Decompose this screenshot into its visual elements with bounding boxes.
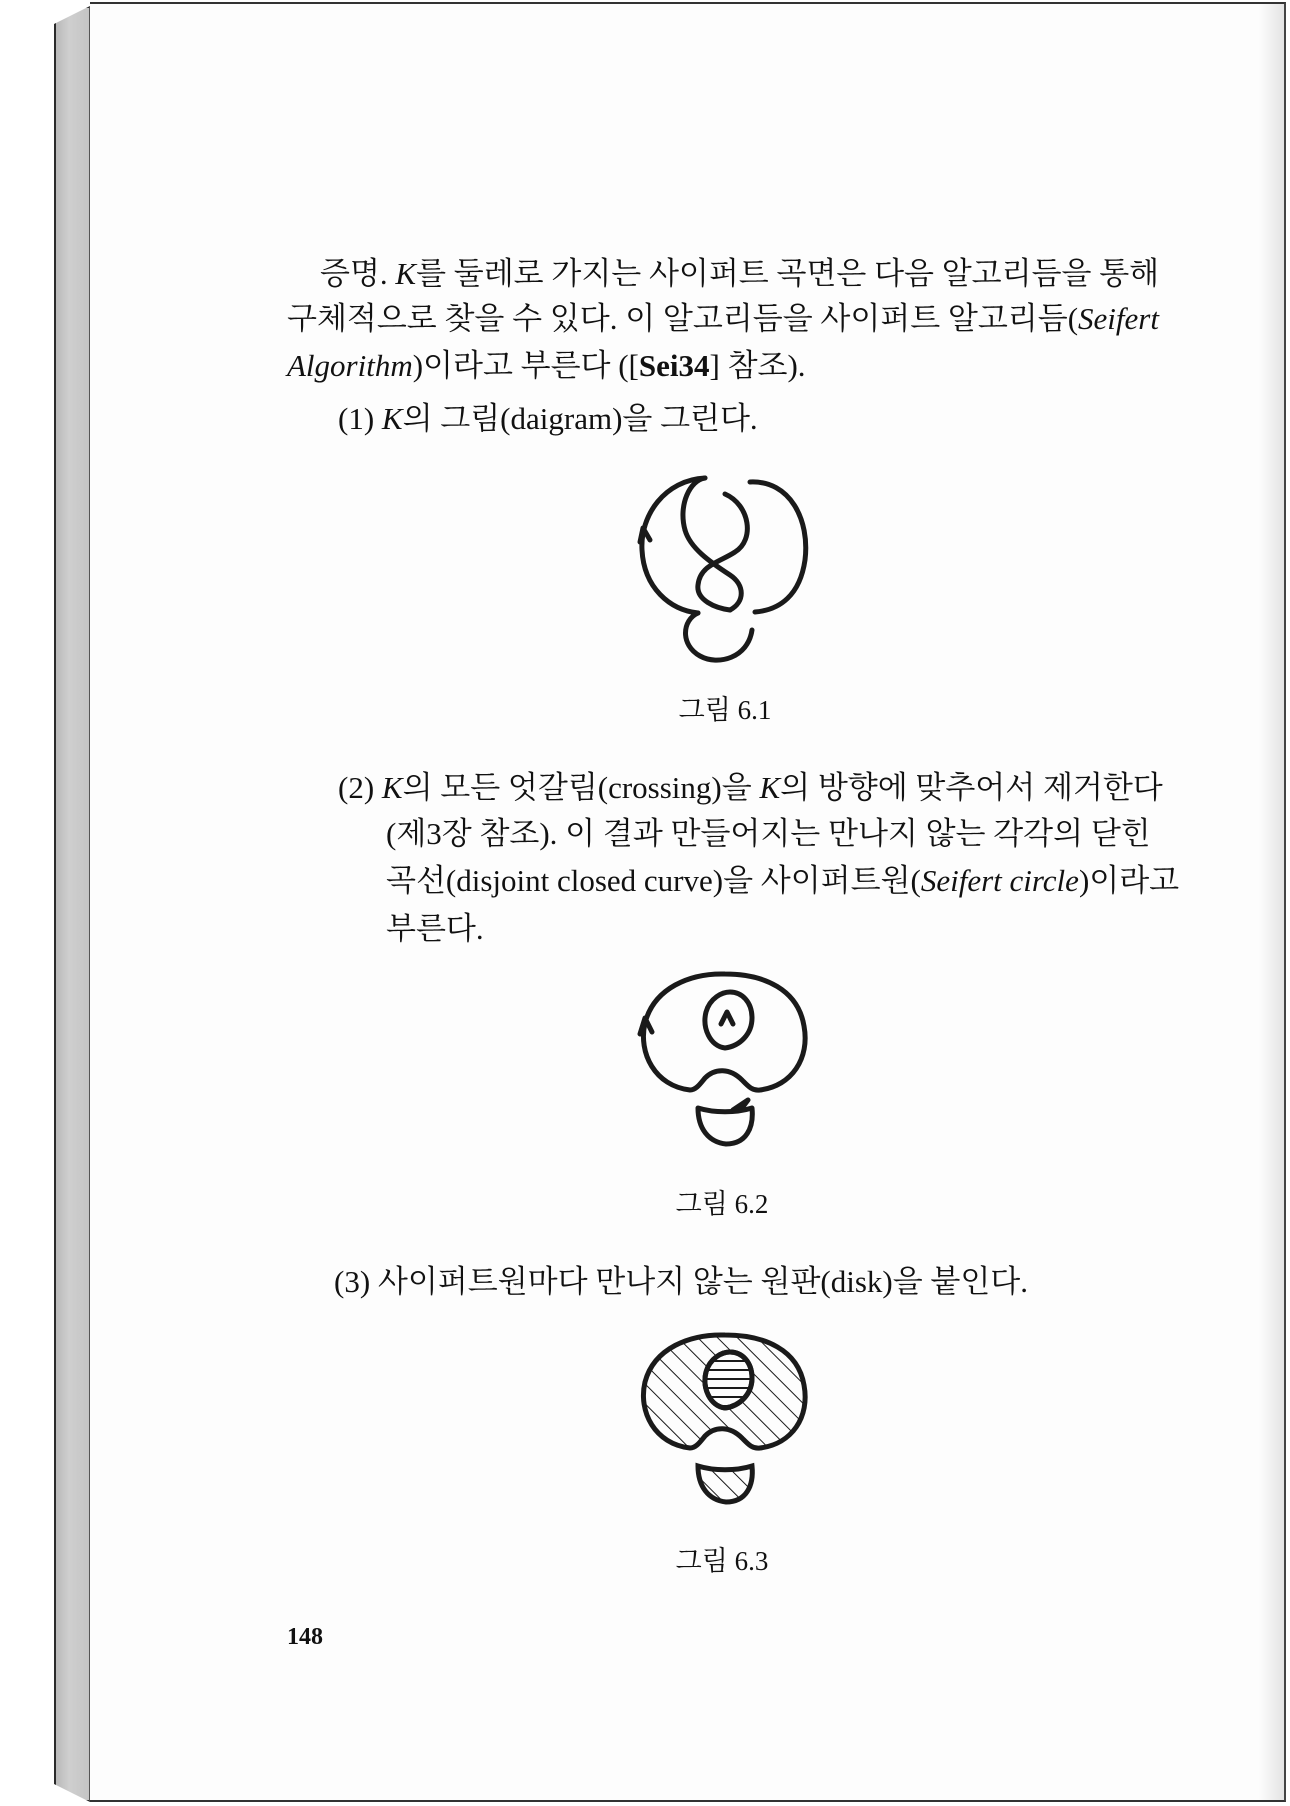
page-number: 148	[287, 1624, 323, 1650]
step-number: (2)	[338, 770, 375, 805]
step-term: Seifert circle	[920, 863, 1079, 898]
figure-seifert-circles	[630, 968, 820, 1158]
step-text: (제3장 참조). 이 결과 만들어지는 만나지 않는 각각의 닫힌	[386, 816, 1151, 851]
figure-caption: 그림 6.1	[678, 695, 772, 725]
seifert-disks-diagram	[630, 1330, 820, 1520]
proof-term: Seifert	[1078, 301, 1159, 336]
proof-line-1	[320, 258, 1159, 289]
step-text: )이라고	[1078, 863, 1180, 898]
proof-text: 구체적으로 찾을 수 있다. 이 알고리듬을 사이퍼트 알고리듬(	[287, 301, 1079, 336]
citation: Sei34	[638, 348, 710, 383]
step-text: 의 방향에 맞추어서 제거한다	[780, 770, 1163, 805]
step-text: 곡선(disjoint closed curve)을 사이퍼트원(	[386, 863, 921, 898]
step-2-line-1	[338, 772, 1163, 803]
step-number: (1)	[338, 401, 375, 436]
proof-text: )이라고 부른다 ([	[412, 348, 639, 383]
step-number: (3)	[334, 1264, 371, 1299]
knot-variable: K	[395, 256, 417, 291]
seifert-circles-diagram	[630, 968, 820, 1158]
proof-line-2	[287, 303, 1159, 334]
proof-text: ] 참조).	[709, 348, 806, 383]
step-text: 사이퍼트원마다 만나지 않는 원판(disk)을 붙인다.	[377, 1264, 1029, 1299]
knot-diagram	[630, 470, 820, 670]
proof-line-3	[287, 350, 806, 381]
figure-caption: 그림 6.3	[675, 1546, 769, 1576]
knot-variable: K	[381, 401, 403, 436]
proof-text: 를 둘레로 가지는 사이퍼트 곡면은 다음 알고리듬을 통해	[416, 256, 1160, 291]
step-2-line-4	[386, 913, 484, 944]
step-text: 의 그림(daigram)을 그린다.	[402, 401, 758, 436]
step-text: 부른다.	[386, 911, 484, 946]
step-2-line-3	[386, 865, 1179, 896]
book-spine	[54, 6, 90, 1802]
proof-label: 증명.	[320, 256, 388, 291]
knot-variable: K	[759, 770, 781, 805]
step-text: 의 모든 엇갈림(crossing)을	[402, 770, 760, 805]
step-1	[338, 403, 758, 434]
step-2-line-2	[386, 818, 1151, 849]
step-3	[334, 1266, 1028, 1297]
proof-term: Algorithm	[287, 348, 413, 383]
knot-variable: K	[381, 770, 403, 805]
figure-caption: 그림 6.2	[675, 1189, 769, 1219]
figure-knot-diagram	[630, 470, 820, 670]
figure-seifert-disks	[630, 1330, 820, 1520]
